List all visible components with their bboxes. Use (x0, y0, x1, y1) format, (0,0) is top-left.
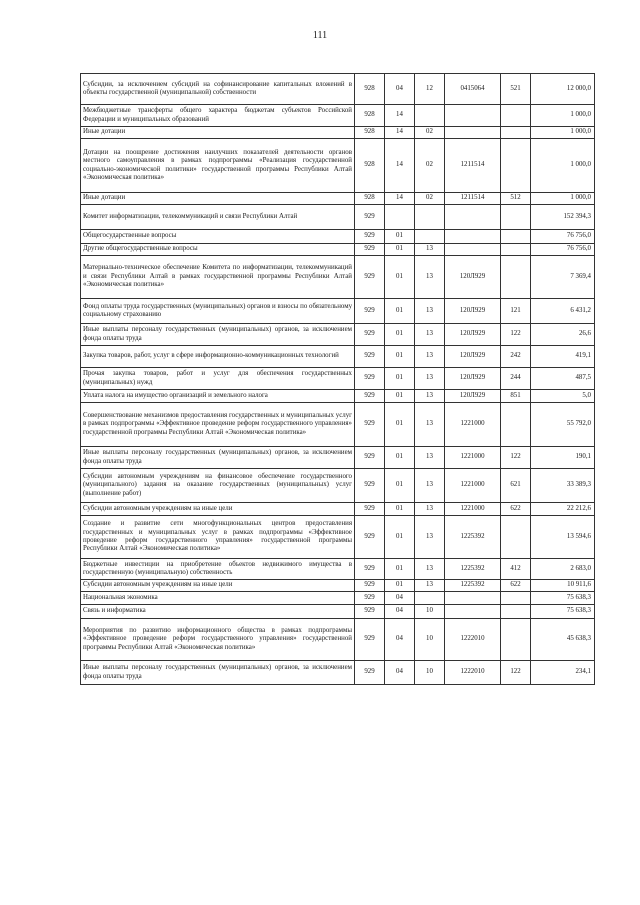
table-row (81, 580, 595, 592)
department-code: 929 (355, 447, 385, 469)
amount: 33 389,3 (531, 469, 595, 503)
section-code: 14 (385, 139, 415, 193)
amount: 75 638,3 (531, 592, 595, 605)
table-row (81, 469, 595, 503)
expense-type-code (501, 127, 531, 139)
item-name: Иные дотации (81, 127, 355, 139)
subsection-code: 13 (415, 346, 445, 368)
subsection-code: 13 (415, 390, 445, 403)
department-code: 929 (355, 244, 385, 256)
section-code: 14 (385, 127, 415, 139)
table-row (81, 230, 595, 244)
target-article-code: 1225392 (445, 559, 501, 580)
expense-type-code: 242 (501, 346, 531, 368)
section-code: 04 (385, 592, 415, 605)
section-code: 01 (385, 324, 415, 346)
page-number: 111 (312, 30, 328, 41)
target-article-code (445, 605, 501, 619)
table-row (81, 592, 595, 605)
subsection-code: 10 (415, 605, 445, 619)
item-name: Межбюджетные трансферты общего характера бюджетам субъектов Российской Федерации и муниципальных образований (81, 105, 355, 127)
target-article-code (445, 127, 501, 139)
item-name: Субсидии автономным учреждениям на иные цели (81, 503, 355, 516)
item-name: Создание и развитие сети многофункциональных центров предоставления государственных и муниципальных услуг в рамках подпрограммы «Эффективное проведение реформ государственного управления» государственной программы Республики Алтай «Экономическая политика» (81, 516, 355, 559)
item-name: Иные выплаты персоналу государственных (муниципальных) органов, за исключением фонда оплаты труда (81, 447, 355, 469)
target-article-code: 120Л929 (445, 368, 501, 390)
item-name: Субсидии автономным учреждениям на иные цели (81, 580, 355, 592)
item-name: Национальная экономика (81, 592, 355, 605)
subsection-code: 13 (415, 516, 445, 559)
amount: 22 212,6 (531, 503, 595, 516)
table-row (81, 661, 595, 685)
amount: 6 431,2 (531, 299, 595, 324)
expense-type-code: 621 (501, 469, 531, 503)
target-article-code: 1225392 (445, 580, 501, 592)
amount: 45 638,3 (531, 619, 595, 661)
department-code: 929 (355, 516, 385, 559)
expense-type-code: 622 (501, 503, 531, 516)
expense-type-code (501, 205, 531, 230)
expense-type-code: 521 (501, 74, 531, 105)
amount: 190,1 (531, 447, 595, 469)
amount: 10 911,6 (531, 580, 595, 592)
target-article-code: 1221000 (445, 447, 501, 469)
department-code: 929 (355, 580, 385, 592)
amount: 1 000,0 (531, 193, 595, 205)
expense-type-code: 412 (501, 559, 531, 580)
item-name: Прочая закупка товаров, работ и услуг для обеспечения государственных (муниципальных) нужд (81, 368, 355, 390)
item-name: Субсидии автономным учреждениям на финансовое обеспечение государственного (муниципального) задания на оказание государственных (муниципальных) услуг (выполнение работ) (81, 469, 355, 503)
amount: 76 756,0 (531, 230, 595, 244)
amount: 7 369,4 (531, 256, 595, 299)
department-code: 929 (355, 469, 385, 503)
section-code: 01 (385, 503, 415, 516)
amount: 1 000,0 (531, 105, 595, 127)
target-article-code: 1211514 (445, 193, 501, 205)
expense-type-code (501, 605, 531, 619)
item-name: Уплата налога на имущество организаций и земельного налога (81, 390, 355, 403)
section-code: 04 (385, 619, 415, 661)
department-code: 929 (355, 256, 385, 299)
subsection-code (415, 205, 445, 230)
item-name: Иные выплаты персоналу государственных (муниципальных) органов, за исключением фонда оплаты труда (81, 324, 355, 346)
table-row (81, 105, 595, 127)
item-name: Общегосударственные вопросы (81, 230, 355, 244)
department-code: 929 (355, 661, 385, 685)
expense-type-code: 512 (501, 193, 531, 205)
section-code (385, 205, 415, 230)
expense-type-code: 122 (501, 447, 531, 469)
amount: 12 000,0 (531, 74, 595, 105)
subsection-code: 02 (415, 127, 445, 139)
section-code: 01 (385, 447, 415, 469)
item-name: Связь и информатика (81, 605, 355, 619)
amount: 152 394,3 (531, 205, 595, 230)
amount: 419,1 (531, 346, 595, 368)
target-article-code (445, 592, 501, 605)
table-row (81, 193, 595, 205)
subsection-code: 13 (415, 403, 445, 447)
department-code: 928 (355, 139, 385, 193)
table-row (81, 139, 595, 193)
item-name: Закупка товаров, работ, услуг в сфере информационно-коммуникационных технологий (81, 346, 355, 368)
expense-type-code (501, 592, 531, 605)
target-article-code (445, 244, 501, 256)
subsection-code (415, 105, 445, 127)
section-code: 01 (385, 390, 415, 403)
table-row (81, 619, 595, 661)
department-code: 929 (355, 619, 385, 661)
department-code: 928 (355, 105, 385, 127)
table-row (81, 447, 595, 469)
subsection-code: 10 (415, 661, 445, 685)
section-code: 04 (385, 605, 415, 619)
amount: 13 594,6 (531, 516, 595, 559)
target-article-code (445, 205, 501, 230)
subsection-code: 13 (415, 244, 445, 256)
expense-type-code (501, 230, 531, 244)
item-name: Фонд оплаты труда государственных (муниципальных) органов и взносы по обязательному социальному страхованию (81, 299, 355, 324)
subsection-code: 13 (415, 368, 445, 390)
table-row (81, 299, 595, 324)
amount: 234,1 (531, 661, 595, 685)
target-article-code (445, 105, 501, 127)
amount: 76 756,0 (531, 244, 595, 256)
target-article-code: 1225392 (445, 516, 501, 559)
item-name: Мероприятия по развитию информационного общества в рамках подпрограммы «Эффективное проведение реформ государственного управления» государственной программы Республики Алтай «Экономическая политика» (81, 619, 355, 661)
section-code: 01 (385, 516, 415, 559)
table-row (81, 205, 595, 230)
amount: 5,0 (531, 390, 595, 403)
section-code: 14 (385, 105, 415, 127)
department-code: 929 (355, 503, 385, 516)
expense-type-code: 121 (501, 299, 531, 324)
subsection-code: 13 (415, 324, 445, 346)
section-code: 01 (385, 469, 415, 503)
section-code: 01 (385, 346, 415, 368)
department-code: 928 (355, 127, 385, 139)
subsection-code: 12 (415, 74, 445, 105)
expense-type-code (501, 516, 531, 559)
target-article-code: 120Л929 (445, 390, 501, 403)
target-article-code: 120Л929 (445, 324, 501, 346)
expense-type-code (501, 139, 531, 193)
table-row (81, 559, 595, 580)
expense-type-code (501, 403, 531, 447)
department-code: 929 (355, 324, 385, 346)
target-article-code: 1222010 (445, 661, 501, 685)
amount: 55 792,0 (531, 403, 595, 447)
table-row (81, 324, 595, 346)
department-code: 929 (355, 390, 385, 403)
expense-type-code (501, 105, 531, 127)
item-name: Бюджетные инвестиции на приобретение объектов недвижимого имущества в государственную (муниципальную) собственность (81, 559, 355, 580)
expense-type-code (501, 256, 531, 299)
department-code: 929 (355, 205, 385, 230)
amount: 1 000,0 (531, 127, 595, 139)
department-code: 929 (355, 368, 385, 390)
item-name: Другие общегосударственные вопросы (81, 244, 355, 256)
target-article-code: 1221000 (445, 503, 501, 516)
section-code: 04 (385, 661, 415, 685)
subsection-code (415, 230, 445, 244)
section-code: 01 (385, 580, 415, 592)
section-code: 01 (385, 299, 415, 324)
item-name: Совершенствование механизмов предоставления государственных и муниципальных услуг в рамках подпрограммы «Эффективное проведение реформ государственного управления» государственной программы Республики Алтай «Экономическая политика» (81, 403, 355, 447)
department-code: 929 (355, 592, 385, 605)
expense-type-code (501, 244, 531, 256)
table-row (81, 256, 595, 299)
expense-type-code: 122 (501, 661, 531, 685)
item-name: Иные дотации (81, 193, 355, 205)
amount: 26,6 (531, 324, 595, 346)
section-code: 01 (385, 244, 415, 256)
subsection-code: 10 (415, 619, 445, 661)
department-code: 929 (355, 605, 385, 619)
item-name: Материально-техническое обеспечение Комитета по информатизации, телекоммуникаций и связи Республики Алтай в рамках государственной программы Республики Алтай «Экономическая политика» (81, 256, 355, 299)
table-row (81, 346, 595, 368)
department-code: 929 (355, 299, 385, 324)
item-name: Иные выплаты персоналу государственных (муниципальных) органов, за исключением фонда оплаты труда (81, 661, 355, 685)
section-code: 14 (385, 193, 415, 205)
expense-type-code: 122 (501, 324, 531, 346)
target-article-code (445, 230, 501, 244)
target-article-code: 120Л929 (445, 256, 501, 299)
section-code: 01 (385, 403, 415, 447)
section-code: 04 (385, 74, 415, 105)
subsection-code: 13 (415, 503, 445, 516)
subsection-code: 13 (415, 299, 445, 324)
amount: 75 638,3 (531, 605, 595, 619)
target-article-code: 1221000 (445, 469, 501, 503)
subsection-code (415, 592, 445, 605)
table-row (81, 390, 595, 403)
subsection-code: 13 (415, 469, 445, 503)
expense-type-code (501, 619, 531, 661)
table-row (81, 403, 595, 447)
target-article-code: 0415064 (445, 74, 501, 105)
table-row (81, 127, 595, 139)
subsection-code: 13 (415, 580, 445, 592)
expense-type-code: 244 (501, 368, 531, 390)
section-code: 01 (385, 559, 415, 580)
amount: 487,5 (531, 368, 595, 390)
target-article-code: 120Л929 (445, 346, 501, 368)
target-article-code: 1211514 (445, 139, 501, 193)
table-row (81, 368, 595, 390)
amount: 2 683,0 (531, 559, 595, 580)
item-name: Дотации на поощрение достижения наилучших показателей деятельности органов местного самоуправления в рамках подпрограммы «Реализация государственной социально-экономической политики» государственной программы Республики Алтай «Экономическая политика» (81, 139, 355, 193)
item-name: Субсидии, за исключением субсидий на софинансирование капитальных вложений в объекты государственной (муниципальной) собственности (81, 74, 355, 105)
department-code: 929 (355, 230, 385, 244)
department-code: 929 (355, 403, 385, 447)
table-row (81, 74, 595, 105)
section-code: 01 (385, 256, 415, 299)
department-code: 928 (355, 74, 385, 105)
table-row (81, 516, 595, 559)
budget-table-body (81, 74, 595, 685)
table-row (81, 605, 595, 619)
department-code: 929 (355, 346, 385, 368)
section-code: 01 (385, 230, 415, 244)
table-row (81, 503, 595, 516)
expense-type-code: 851 (501, 390, 531, 403)
table-row (81, 244, 595, 256)
subsection-code: 13 (415, 256, 445, 299)
target-article-code: 1221000 (445, 403, 501, 447)
department-code: 929 (355, 559, 385, 580)
item-name: Комитет информатизации, телекоммуникаций и связи Республики Алтай (81, 205, 355, 230)
subsection-code: 13 (415, 447, 445, 469)
department-code: 928 (355, 193, 385, 205)
expense-type-code: 622 (501, 580, 531, 592)
subsection-code: 02 (415, 139, 445, 193)
budget-table (80, 73, 595, 685)
subsection-code: 13 (415, 559, 445, 580)
target-article-code: 120Л929 (445, 299, 501, 324)
amount: 1 000,0 (531, 139, 595, 193)
target-article-code: 1222010 (445, 619, 501, 661)
section-code: 01 (385, 368, 415, 390)
subsection-code: 02 (415, 193, 445, 205)
